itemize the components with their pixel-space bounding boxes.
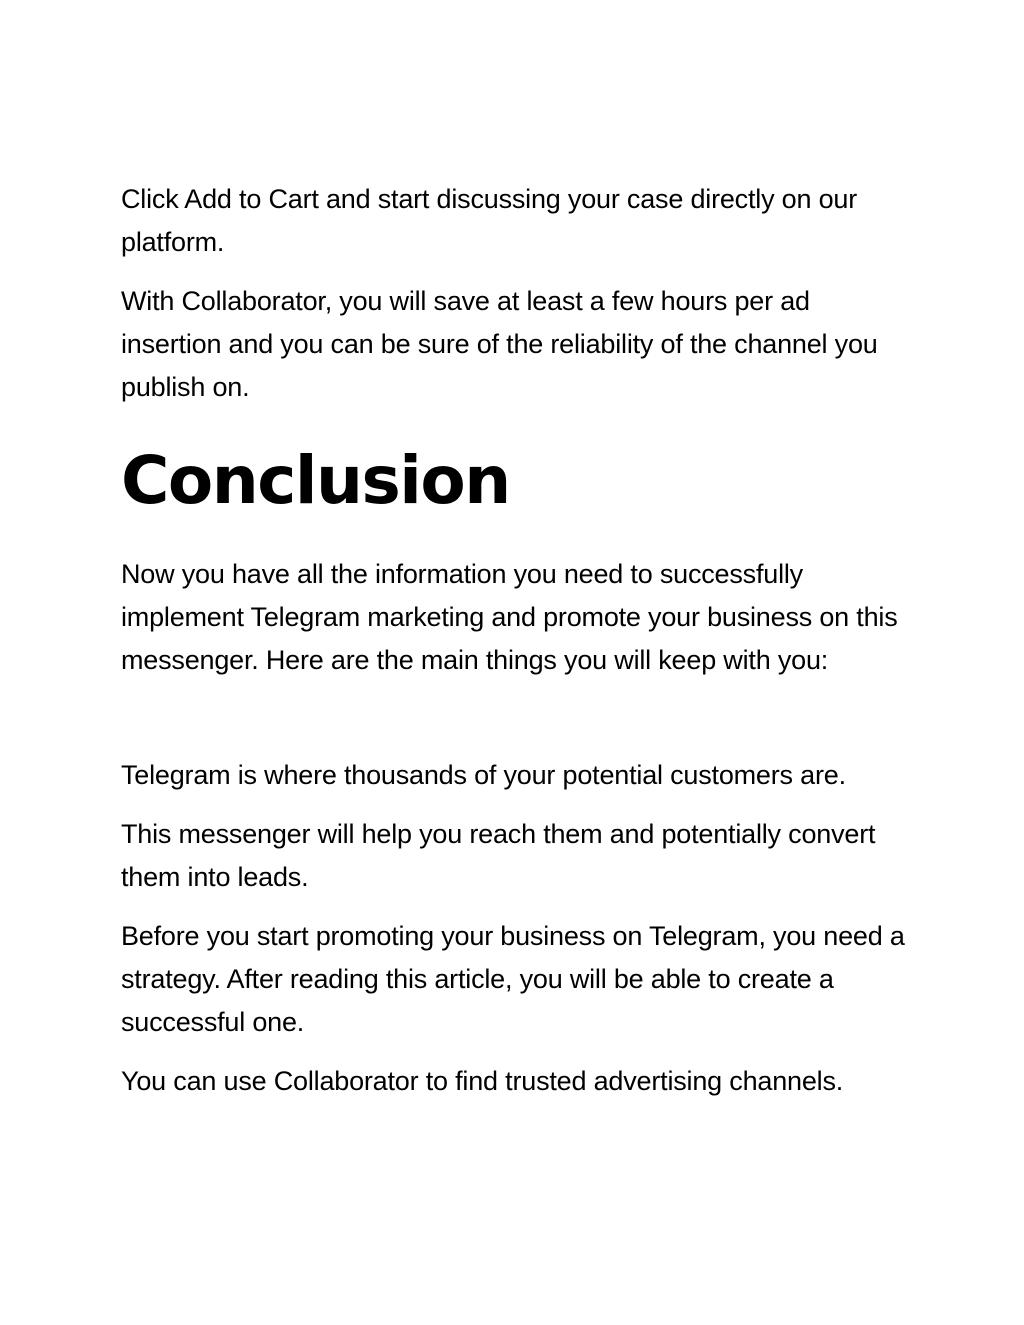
summary-paragraph: Now you have all the information you need to successfully implement Telegram marketing and promote your business on this messenger. Here are the main things you will keep with you:	[121, 559, 898, 675]
point-paragraph-1: Telegram is where thousands of your potential customers are.	[121, 760, 846, 790]
point-paragraph-4: You can use Collaborator to find trusted advertising channels.	[121, 1066, 844, 1096]
blank-spacer	[121, 698, 911, 754]
section-heading: Conclusion	[121, 442, 510, 519]
document-page	[121, 178, 911, 1119]
point-paragraph-3: Before you start promoting your business on Telegram, you need a strategy. After reading this article, you will be able to create a successful one.	[121, 921, 905, 1037]
intro-paragraph-1: Click Add to Cart and start discussing your case directly on our platform.	[121, 184, 858, 257]
point-paragraph-2: This messenger will help you reach them and potentially convert them into leads.	[121, 819, 876, 892]
intro-paragraph-2: With Collaborator, you will save at least a few hours per ad insertion and you can be sure of the reliability of the channel you publish on.	[121, 286, 878, 402]
